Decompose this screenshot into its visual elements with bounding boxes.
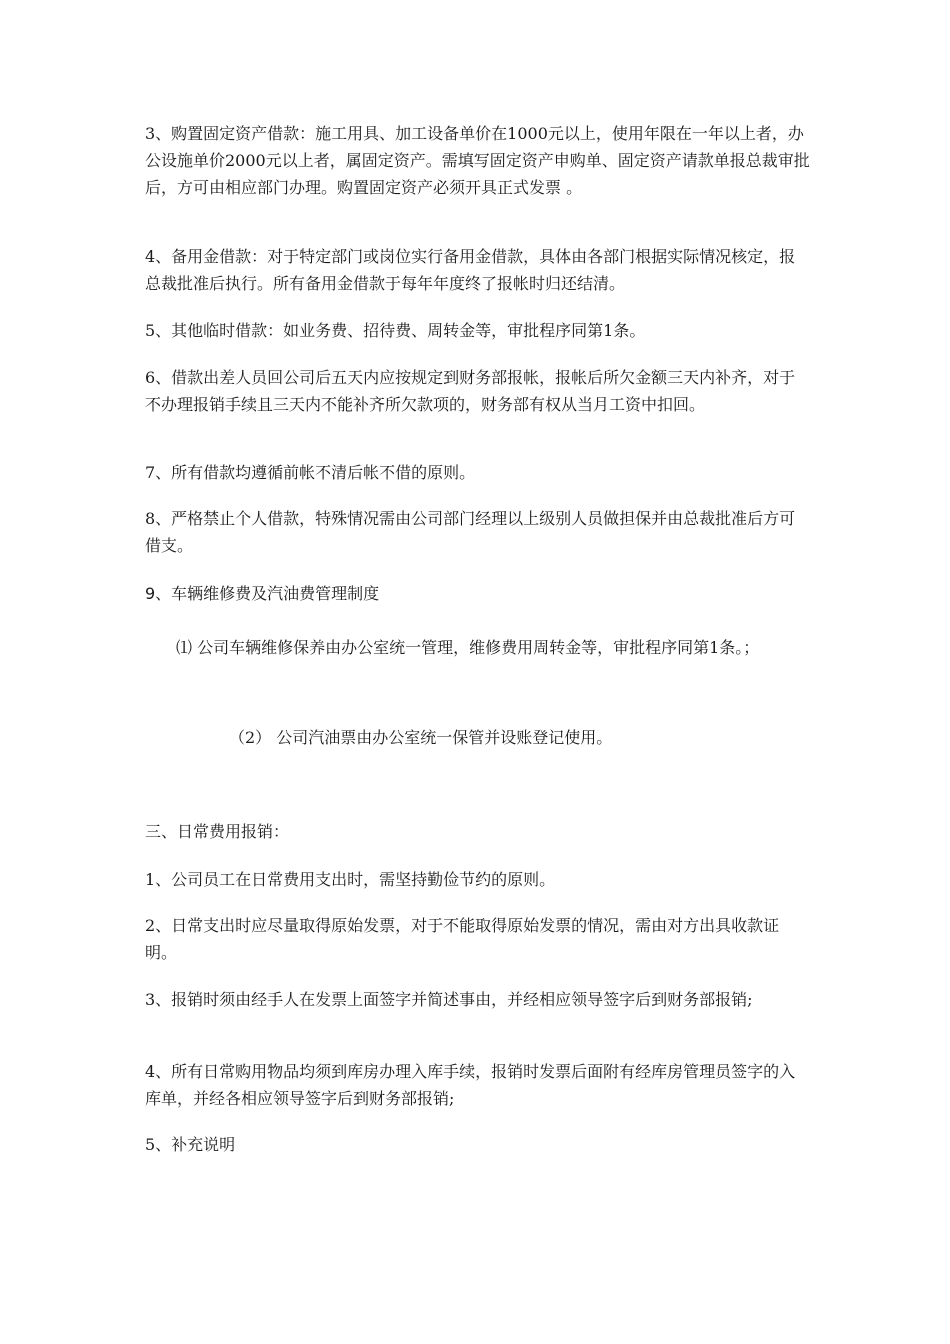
paragraph-loan-principle: 7、所有借款均遵循前帐不清后帐不借的原则。 bbox=[145, 463, 476, 482]
paragraph-fixed-asset-loan: 3、购置固定资产借款：施工用具、加工设备单价在1000元以上，使用年限在一年以上者，办公设施单价2000元以上者，属固定资产。需填写固定资产申购单、固定资产请款单报总裁审批后，方可由相应部门办理。购置固定资产必须开具正式发票 。 bbox=[145, 124, 810, 197]
paragraph-personal-loan-ban: 8、严格禁止个人借款，特殊情况需由公司部门经理以上级别人员做担保并由总裁批准后方可借支。 bbox=[145, 509, 796, 555]
vehicle-cost-heading: 9、车辆维修费及汽油费管理制度 bbox=[145, 584, 380, 603]
section-title-daily-expenses: 三、日常费用报销： bbox=[145, 822, 290, 841]
list-item: 2、日常支出时应尽量取得原始发票，对于不能取得原始发票的情况，需由对方出具收款证明。 bbox=[145, 916, 780, 962]
paragraph-petty-cash-loan: 4、备用金借款：对于特定部门或岗位实行备用金借款，具体由各部门根据实际情况核定，报总裁批准后执行。所有备用金借款于每年年度终了报帐时归还结清。 bbox=[145, 247, 796, 293]
list-item: 3、报销时须由经手人在发票上面签字并简述事由，并经相应领导签字后到财务部报销; bbox=[145, 990, 753, 1009]
paragraph-other-temporary-loan: 5、其他临时借款：如业务费、招待费、周转金等，审批程序同第1条。 bbox=[145, 321, 646, 340]
list-item: 5、补充说明 bbox=[145, 1135, 236, 1154]
list-item: 4、所有日常购用物品均须到库房办理入库手续，报销时发票后面附有经库房管理员签字的入库单，并经各相应领导签字后到财务部报销; bbox=[145, 1062, 796, 1108]
vehicle-maintenance-item: ⑴ 公司车辆维修保养由办公室统一管理，维修费用周转金等，审批程序同第1条。； bbox=[176, 638, 760, 657]
list-item: 1、公司员工在日常费用支出时，需坚持勤俭节约的原则。 bbox=[145, 870, 556, 889]
paragraph-business-trip-reimbursement: 6、借款出差人员回公司后五天内应按规定到财务部报帐，报帐后所欠金额三天内补齐，对于不办理报销手续且三天内不能补齐所欠款项的，财务部有权从当月工资中扣回。 bbox=[145, 368, 796, 414]
fuel-ticket-item: （2） 公司汽油票由办公室统一保管并设账登记使用。 bbox=[229, 728, 613, 747]
